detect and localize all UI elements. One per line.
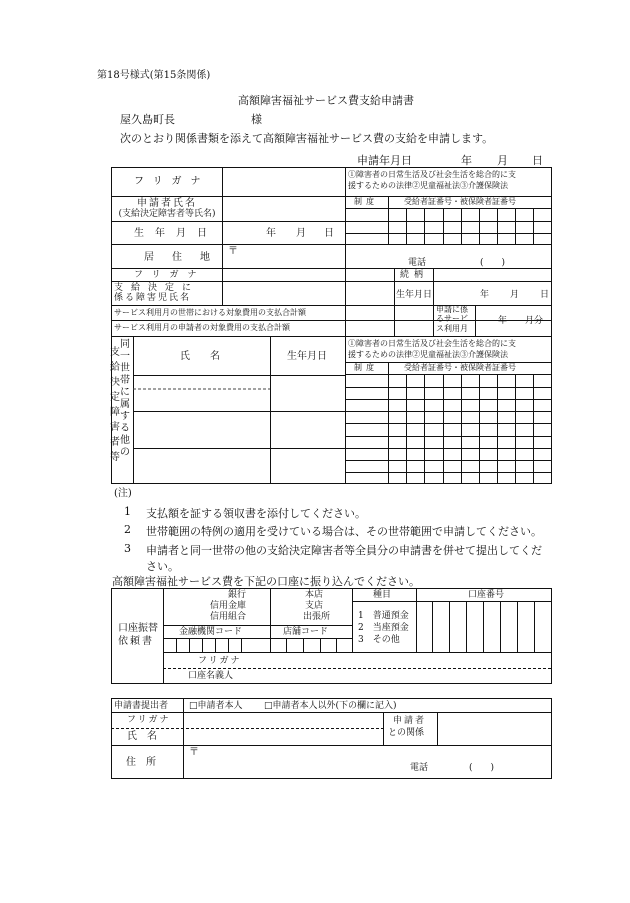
household-law-note-2: 援するための法律②児童福祉法③介護保険法	[348, 350, 508, 359]
branch-code-label: 店舗コード	[283, 627, 329, 637]
service-month-label-1: 申請に係	[436, 305, 468, 314]
intro-text: 次のとおり関係書類を添えて高額障害福祉サービス費の支給を申請します。	[120, 132, 494, 145]
submitter-self-checkbox[interactable]: □申請者本人	[189, 701, 243, 711]
child-day-label: 日	[540, 290, 550, 300]
address-label: 居住地	[144, 252, 228, 263]
side-char: 者	[110, 437, 120, 448]
bank-intro: 高額障害福祉サービス費を下記の口座に振り込んでください。	[112, 575, 420, 588]
submitter-label: 申請書提出者	[114, 701, 169, 711]
system-label: 制度	[354, 197, 378, 206]
note-1-text: 支払額を証する領収書を添付してください。	[146, 507, 366, 520]
applicant-name-sublabel: (支給決定障害者等氏名)	[118, 209, 216, 219]
birth-day-label: 日	[324, 228, 334, 239]
furigana-label: フリガナ	[134, 176, 210, 187]
relation-label-1: 申請者	[393, 716, 427, 726]
side-char: の	[120, 447, 130, 458]
side-char: に	[120, 387, 130, 398]
side-char: 属	[120, 399, 130, 410]
side-char: 害	[110, 422, 120, 433]
note-3-continuation: さい。	[146, 560, 179, 573]
note-2-text: 世帯範囲の特例の適用を受けている場合は、その世帯範囲で申請してください。	[146, 525, 542, 538]
child-furigana-label: フリガナ	[134, 270, 206, 280]
note-1-number: 1	[124, 505, 131, 518]
side-char: 同	[120, 339, 130, 350]
submitter-furigana-input[interactable]	[186, 713, 385, 729]
holder-name-label: 口座名義人	[188, 671, 234, 681]
service-month-ym: 年 月分	[498, 316, 544, 326]
submitter-address-input[interactable]	[200, 747, 544, 763]
bank-type-1: 銀行	[228, 590, 247, 600]
submitter-relation-input[interactable]	[440, 713, 552, 746]
submitter-name-label: 氏 名	[127, 731, 157, 742]
note-3-text: 申請者と同一世帯の他の支給決定障害者等全員分の申請書を併せて提出してくだ	[146, 544, 542, 557]
bank-label-2: 依頼書	[118, 636, 154, 647]
account-kind-label: 種目	[373, 590, 392, 600]
note-2-number: 2	[124, 523, 131, 536]
kind-option-2[interactable]: 2 当座預金	[358, 623, 409, 633]
child-label-2: 係る障害児氏名	[114, 293, 192, 303]
side-char: 支	[110, 347, 120, 358]
fin-code-label: 金融機関コード	[179, 627, 243, 637]
holder-furigana-label: フリガナ	[198, 656, 242, 666]
bank-type-3: 信用組合	[210, 612, 247, 622]
side-char: 一	[120, 351, 130, 362]
service-month-label-3: ス利用月	[436, 324, 468, 333]
household-side-label-a	[120, 339, 131, 459]
branch-type-2: 支店	[305, 601, 324, 611]
submitter-phone-label: 電話	[410, 763, 429, 773]
household-birth-header: 生年月日	[287, 351, 327, 362]
application-date-label: 申請年月日	[357, 154, 412, 167]
birth-year-label: 年	[266, 228, 276, 239]
side-char: 世	[120, 363, 130, 374]
addressee: 屋久島町長	[120, 113, 175, 126]
side-char: 給	[110, 362, 120, 373]
submitter-name-input[interactable]	[186, 730, 385, 746]
household-cert-label: 受給者証番号・被保険者証番号	[404, 363, 516, 372]
branch-type-3: 出張所	[303, 612, 331, 622]
date-month-label: 月	[497, 154, 508, 167]
submitter-postal-mark: 〒	[189, 747, 199, 758]
bank-type-2: 信用金庫	[210, 601, 247, 611]
side-char: 障	[110, 407, 120, 418]
branch-type-1: 本店	[305, 590, 324, 600]
form-title: 高額障害福祉サービス費支給申請書	[238, 94, 414, 107]
postal-mark: 〒	[228, 246, 238, 257]
household-total-label: サービス利用月の世帯における対象費用の支払合計額	[114, 308, 306, 317]
account-number-label: 口座番号	[468, 590, 505, 600]
phone-paren: ( )	[480, 258, 506, 268]
side-char: 決	[110, 377, 120, 388]
kind-option-3[interactable]: 3 その他	[358, 635, 400, 645]
submitter-address-label: 住 所	[126, 757, 156, 768]
side-char: 帯	[120, 375, 130, 386]
side-char: 等	[110, 452, 120, 463]
kind-option-1[interactable]: 1 普通預金	[358, 611, 409, 621]
household-law-note-1: ①障害者の日常生活及び社会生活を総合的に支	[348, 339, 516, 348]
side-char: る	[120, 423, 130, 434]
holder-furigana-input[interactable]	[272, 653, 552, 668]
date-year-label: 年	[461, 154, 472, 167]
phone-label: 電話	[408, 258, 427, 268]
addressee-suffix: 様	[251, 113, 262, 126]
household-system-label: 制度	[354, 363, 378, 372]
relation-label: 続柄	[400, 270, 429, 280]
submitter-phone-paren: ( )	[469, 763, 495, 773]
relation-label-2: との関係	[388, 728, 425, 738]
submitter-other-checkbox[interactable]: □申請者本人以外(下の欄に記入)	[264, 701, 397, 711]
child-label-1: 支給決定に	[114, 283, 200, 293]
cert-number-label: 受給者証番号・被保険者証番号	[404, 197, 516, 206]
note-3-number: 3	[124, 542, 131, 555]
birthdate-label: 生年月日	[134, 228, 218, 239]
applicant-name-label: 申請者氏名	[137, 198, 197, 209]
child-birth-label: 生年月日	[396, 290, 433, 300]
law-note-1: ①障害者の日常生活及び社会生活を総合的に支	[348, 170, 516, 179]
side-char: 定	[110, 392, 120, 403]
law-note-2: 援するための法律②児童福祉法③介護保険法	[348, 181, 508, 190]
form-number: 第18号様式(第15条関係)	[97, 70, 211, 81]
household-side-label-b	[110, 345, 121, 465]
child-year-label: 年	[480, 290, 490, 300]
bank-label-1: 口座振替	[118, 623, 158, 634]
child-month-label: 月	[510, 290, 520, 300]
household-name-header: 氏 名	[180, 351, 220, 362]
holder-name-input[interactable]	[272, 670, 552, 684]
applicant-name-input[interactable]	[224, 197, 348, 222]
furigana-input[interactable]	[224, 168, 348, 197]
side-char: 他	[120, 435, 130, 446]
notes-heading: (注)	[114, 488, 132, 499]
date-day-label: 日	[532, 154, 543, 167]
service-month-label-2: るサービ	[436, 314, 468, 323]
side-char: す	[120, 411, 130, 422]
applicant-total-label: サービス利用月の申請者の対象費用の支払合計額	[114, 323, 290, 332]
submitter-furigana-label: フリガナ	[127, 715, 171, 725]
birth-month-label: 月	[296, 228, 306, 239]
